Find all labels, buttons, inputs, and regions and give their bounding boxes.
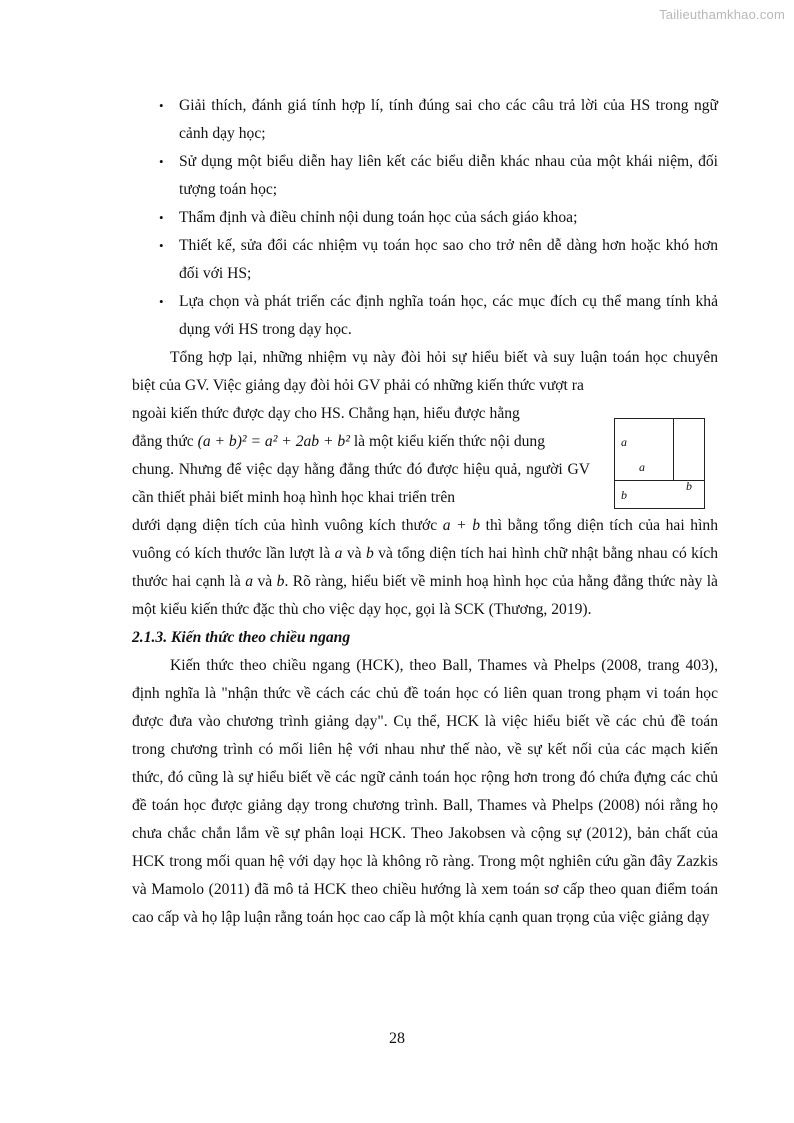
list-item: • Lựa chọn và phát triển các định nghĩa toán học, các mục đích cụ thể mang tính khả dụng với HS trong dạy học. bbox=[132, 288, 718, 344]
section-heading: 2.1.3. Kiến thức theo chiều ngang bbox=[132, 629, 351, 646]
diagram-label-b: b bbox=[621, 488, 627, 502]
diagram-label-a: a bbox=[621, 435, 627, 449]
bullet-icon: • bbox=[159, 98, 164, 113]
identity-formula: (a + b)² = a² + 2ab + b² bbox=[197, 433, 350, 450]
page-number: 28 bbox=[389, 1030, 405, 1047]
summary-line: ngoài kiến thức được dạy cho HS. Chẳng hạn, hiểu được hằng bbox=[132, 405, 520, 422]
page-body bbox=[132, 92, 718, 932]
list-item: • Thẩm định và điều chỉnh nội dung toán học của sách giáo khoa; bbox=[132, 204, 718, 232]
watermark: Tailieuthamkhao.com bbox=[659, 7, 785, 22]
square-diagram bbox=[614, 418, 705, 509]
summary-paragraph-start: Tổng hợp lại, những nhiệm vụ này đòi hỏi sự hiểu biết và suy luận toán học chuyên biệt của GV. Việc giảng dạy đòi hỏi GV phải có những kiến thức vượt ra bbox=[132, 349, 718, 394]
summary-float-block bbox=[132, 400, 590, 512]
summary-line: chung. Nhưng để việc dạy hằng đẳng thức đó được hiệu quả, người GV cần thiết phải biết minh hoạ hình học khai triển trên bbox=[132, 461, 590, 506]
summary-paragraph-end: dưới dạng diện tích của hình vuông kích thước a + b thì bằng tổng diện tích của hai hình vuông có kích thước lần lượt là a và b và tổng diện tích hai hình chữ nhật bằng nhau có kích thước hai cạnh là a và b. Rõ ràng, hiểu biết về minh hoạ hình học của hằng đẳng thức này là một kiểu kiến thức đặc thù cho việc dạy học, gọi là SCK (Thương, 2019). bbox=[132, 517, 719, 618]
diagram-label-a: a bbox=[639, 460, 645, 474]
hck-paragraph: Kiến thức theo chiều ngang (HCK), theo Ball, Thames và Phelps (2008, trang 403), định nghĩa là "nhận thức về cách các chủ đề toán học có liên quan trong phạm vi toán học được đưa vào chương trình giảng dạy". Cụ thể, HCK là việc hiểu biết về các chủ đề toán trong chương trình có mối liên hệ với nhau như thế nào, về sự kết nối của các mạch kiến thức, đó cũng là sự hiểu biết về các ngữ cảnh toán học rộng hơn trong đó chứa đựng các chủ đề toán học được giảng dạy trong chương trình. Ball, Thames và Phelps (2008) nói rằng họ chưa chắc chắn lắm về sự phân loại HCK. Theo Jakobsen và cộng sự (2012), bản chất của HCK trong mối quan hệ với dạy học là không rõ ràng. Trong một nghiên cứu gần đây Zazkis và Mamolo (2011) đã mô tả HCK theo chiều hướng là xem toán sơ cấp theo quan điểm toán cao cấp và họ lập luận rằng toán học cao cấp là một khía cạnh quan trọng của việc giảng dạy bbox=[132, 657, 718, 926]
diagram-label-b: b bbox=[686, 479, 692, 493]
bullet-icon: • bbox=[159, 294, 164, 309]
bullet-icon: • bbox=[159, 210, 164, 225]
diagram-vertical-divider bbox=[673, 419, 674, 481]
list-item: • Sử dụng một biểu diễn hay liên kết các biểu diễn khác nhau của một khái niệm, đối tượng toán học; bbox=[132, 148, 718, 204]
bullet-icon: • bbox=[159, 154, 164, 169]
bullet-list bbox=[132, 92, 718, 344]
summary-identity-line: đẳng thức (a + b)² = a² + 2ab + b² là một kiểu kiến thức nội dung bbox=[132, 433, 546, 450]
bullet-icon: • bbox=[159, 238, 164, 253]
list-item: • Thiết kế, sửa đổi các nhiệm vụ toán học sao cho trở nên dễ dàng hơn hoặc khó hơn đối với HS; bbox=[132, 232, 718, 288]
list-item: • Giải thích, đánh giá tính hợp lí, tính đúng sai cho các câu trả lời của HS trong ngữ cảnh dạy học; bbox=[132, 92, 718, 148]
